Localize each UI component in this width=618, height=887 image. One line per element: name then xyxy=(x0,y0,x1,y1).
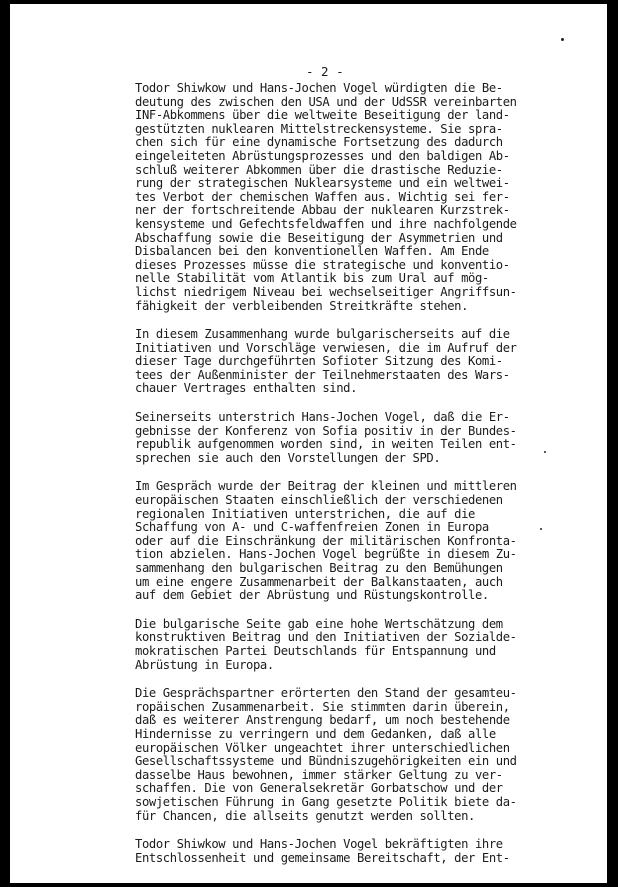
text-line: dieser Tage durchgeführten Sofioter Sitzung des Komi- xyxy=(135,354,503,369)
text-line: regionalen Initiativen unterstrichen, die auf die xyxy=(135,506,475,521)
text-line: republik aufgenommen worden sind, in weiten Teilen ent- xyxy=(135,437,517,452)
text-line: Initiativen und Vorschläge verwiesen, die im Aufruf der xyxy=(135,340,517,355)
scan-speck xyxy=(544,451,546,453)
text-line: kensysteme und Gefechtsfeldwaffen und ihre nachfolgende xyxy=(135,216,517,231)
document-body xyxy=(135,82,555,865)
text-line: tes Verbot der chemischen Waffen aus. Wichtig sei fer- xyxy=(135,189,510,204)
text-line: Die Gesprächspartner erörterten den Stand der gesamteu- xyxy=(135,686,517,701)
text-line: rung der strategischen Nuklearsysteme und ein weltwei- xyxy=(135,176,510,191)
text-line: chauer Vertrages enthalten sind. xyxy=(135,381,357,396)
text-line: oder auf die Einschränkung der militärischen Konfronta- xyxy=(135,533,517,548)
text-line: lichst niedrigem Niveau bei wechselseitiger Angriffsun- xyxy=(135,284,517,299)
paragraph-gap xyxy=(135,465,555,480)
paragraph xyxy=(135,618,555,672)
text-line: INF-Abkommens über die weltweite Beseitigung der land- xyxy=(135,108,510,123)
text-line: sprechen sie auch den Vorstellungen der SPD. xyxy=(135,450,441,465)
text-line: konstruktiven Beitrag und den Initiativen der Sozialde- xyxy=(135,630,517,645)
text-line: europäischen Staaten einschließlich der verschiedenen xyxy=(135,493,503,508)
paragraph xyxy=(135,480,555,602)
paragraph-gap xyxy=(135,823,555,838)
text-line: sowjetischen Führung in Gang gesetzte Politik biete da- xyxy=(135,794,517,809)
text-line: tion abzielen. Hans-Jochen Vogel begrüßte in diesem Zu- xyxy=(135,547,517,562)
text-line: Disbalancen bei den konventionellen Waffen. Am Ende xyxy=(135,244,489,259)
text-line: Abrüstung in Europa. xyxy=(135,657,274,672)
text-line: deutung des zwischen den USA und der UdSSR vereinbarten xyxy=(135,94,517,109)
text-line: Hindernisse zu verringern und dem Gedanken, daß alle xyxy=(135,726,496,741)
paragraph xyxy=(135,328,555,396)
text-line: Die bulgarische Seite gab eine hohe Wertschätzung dem xyxy=(135,616,503,631)
text-line: chen sich für eine dynamische Fortsetzung des dadurch xyxy=(135,135,503,150)
text-line: gestützten nuklearen Mittelstreckensysteme. Sie spra- xyxy=(135,121,503,136)
text-line: fähigkeit der verbleibenden Streitkräfte stehen. xyxy=(135,298,468,313)
text-line: Seinerseits unterstrich Hans-Jochen Vogel, daß die Er- xyxy=(135,410,510,425)
text-line: sammenhang den bulgarischen Beitrag zu den Bemühungen xyxy=(135,561,503,575)
text-line: nelle Stabilität vom Atlantik bis zum Ural auf mög- xyxy=(135,271,489,286)
text-line: europäischen Völker ungeachtet ihrer unterschiedlichen xyxy=(135,740,510,755)
scan-speck xyxy=(561,38,564,41)
text-line: für Chancen, die allseits genutzt werden sollten. xyxy=(135,808,475,823)
text-line: Im Gespräch wurde der Beitrag der kleinen und mittleren xyxy=(135,479,517,494)
text-line: Entschlossenheit und gemeinsame Bereitschaft, der Ent- xyxy=(135,850,510,865)
text-line: um eine engere Zusammenarbeit der Balkanstaaten, auch xyxy=(135,574,503,589)
paragraph xyxy=(135,838,555,865)
text-line: Todor Shiwkow und Hans-Jochen Vogel würdigten die Be- xyxy=(135,81,503,95)
paragraph-gap xyxy=(135,396,555,411)
paragraph xyxy=(135,82,555,313)
page-number: - 2 - xyxy=(306,64,344,79)
text-line: Gesellschaftssysteme und Bündniszugehörigkeiten ein und xyxy=(135,754,517,769)
text-line: schaffen. Die von Generalsekretär Gorbatschow und der xyxy=(135,781,503,796)
paragraph xyxy=(135,411,555,465)
text-line: schluß weiterer Abkommen über die drastische Reduzie- xyxy=(135,162,503,177)
paragraph xyxy=(135,687,555,823)
text-line: Abschaffung sowie die Beseitigung der Asymmetrien und xyxy=(135,230,503,245)
text-line: dasselbe Haus bewohnen, immer stärker Geltung zu ver- xyxy=(135,767,503,782)
text-line: In diesem Zusammenhang wurde bulgarischerseits auf die xyxy=(135,327,510,342)
paragraph-gap xyxy=(135,603,555,618)
text-line: tees der Außenminister der Teilnehmerstaaten des Wars- xyxy=(135,367,510,382)
paragraph-gap xyxy=(135,672,555,687)
scan-speck xyxy=(540,528,542,530)
paragraph-gap xyxy=(135,313,555,328)
text-line: eingeleiteten Abrüstungsprozesses und den baldigen Ab- xyxy=(135,148,510,163)
text-line: Todor Shiwkow und Hans-Jochen Vogel bekräftigten ihre xyxy=(135,837,503,852)
text-line: ner der fortschreitende Abbau der nuklearen Kurzstrek- xyxy=(135,203,510,218)
document-page xyxy=(10,4,607,883)
text-line: dieses Prozesses müsse die strategische und konventio- xyxy=(135,257,510,272)
text-line: mokratischen Partei Deutschlands für Entspannung und xyxy=(135,643,496,658)
text-line: daß es weiterer Anstrengung bedarf, um noch bestehende xyxy=(135,713,510,728)
text-line: Schaffung von A- und C-waffenfreien Zonen in Europa xyxy=(135,520,489,535)
text-line: ropäischen Zusammenarbeit. Sie stimmten darin überein, xyxy=(135,699,510,714)
text-line: auf dem Gebiet der Abrüstung und Rüstungskontrolle. xyxy=(135,588,489,603)
text-line: gebnisse der Konferenz von Sofia positiv in der Bundes- xyxy=(135,423,517,438)
